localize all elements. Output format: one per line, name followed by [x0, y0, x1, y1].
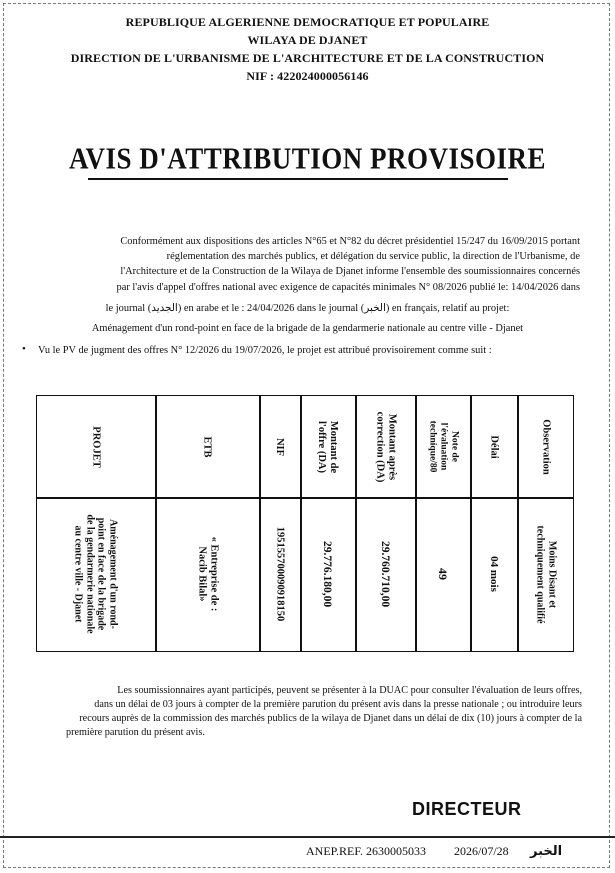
body-line-2: réglementation des marchés publics, et délégation du service public, la direction de l'Urbanisme, de	[166, 251, 580, 262]
header-note-technique: Note de l'évaluation technique/80	[426, 420, 459, 473]
header-nif: NIF : 422024000056146	[246, 69, 369, 83]
cell-delai: 04 mois	[487, 556, 500, 592]
body-line-4: par l'avis d'appel d'offres national avec exigence de capacités minimales N° 08/2026 publié le: 14/04/2026 dans	[116, 282, 580, 293]
closing-line-3: recours auprès de la commission des marchés publics de la wilaya de Djanet dans un délai de dix (10) jours à compter de la	[79, 713, 582, 724]
cell-observation: Moins Disant et techniquement qualifié	[535, 524, 558, 624]
cell-etb: « Entreprise de : Nacib Bilal»	[195, 536, 219, 612]
project-title-line: Aménagement d'un rond-point en face de la brigade de la gendarmerie nationale au centre ville - Djanet	[91, 323, 524, 334]
cell-montant-offre: 29.776.180,00	[321, 540, 334, 608]
cell-nif: 195155700090918150	[274, 526, 286, 622]
header-delai: Délai	[488, 434, 500, 459]
footer-anep-ref: ANEP.REF. 2630005033	[306, 844, 427, 858]
body-line-5: le journal (الجديد) en arabe et le : 24/04/2026 dans le journal (الخبر) en français, relatif au projet:	[105, 303, 510, 314]
header-montant-offre: Montant de l'offre (DA)	[316, 420, 340, 473]
bullet: •	[22, 343, 26, 355]
header-montant-apres-correction: Montant après correction (DA)	[374, 411, 397, 482]
footer-newspaper-logo: الخبر	[530, 844, 563, 859]
cell-note: 49	[435, 568, 450, 580]
header-wilaya: WILAYA DE DJANET	[247, 33, 368, 47]
body-line-pv: Vu le PV de jugment des offres N° 12/2026 du 19/07/2026, le projet est attribué provisoirement comme suit :	[38, 345, 492, 356]
header-etb: ETB	[201, 435, 213, 458]
closing-line-4: première parution du présent avis.	[66, 727, 205, 738]
header-republic: REPUBLIQUE ALGERIENNE DEMOCRATIQUE ET POPULAIRE	[125, 15, 490, 29]
header-projet: PROJET	[90, 425, 102, 468]
cell-projet: Aménagement d'un rond- point en face de la brigade de la gendarmerie nationale au centre ville - Djanet	[73, 514, 119, 634]
footer-rule	[0, 836, 615, 838]
closing-line-1: Les soumissionnaires ayant participés, peuvent se présenter à la DUAC pour consulter l'évaluation de leurs offres,	[117, 685, 582, 696]
signature-directeur: DIRECTEUR	[412, 799, 522, 819]
page-title: AVIS D'ATTRIBUTION PROVISOIRE	[68, 140, 547, 176]
closing-line-2: dans un délai de 03 jours à compter de la première parution du présent avis dans la presse nationale ; ou introduire leurs	[94, 699, 582, 710]
header-direction: DIRECTION DE L'URBANISME DE L'ARCHITECTURE ET DE LA CONSTRUCTION	[70, 51, 545, 65]
attribution-table	[36, 395, 574, 652]
body-line-3: l'Architecture et de la Construction de la Wilaya de Djanet informe l'ensemble des soumissionnaires concernés	[120, 266, 580, 277]
header-nif: NIF	[274, 437, 286, 456]
cell-montant-apres: 29.760.710,00	[379, 540, 391, 608]
title-underline	[88, 178, 508, 180]
footer-date: 2026/07/28	[454, 844, 509, 858]
body-line-1: Conformément aux dispositions des articles N°65 et N°82 du décret présidentiel 15/247 du 16/09/2015 portant	[120, 236, 580, 247]
header-observation: Observation	[540, 418, 552, 475]
